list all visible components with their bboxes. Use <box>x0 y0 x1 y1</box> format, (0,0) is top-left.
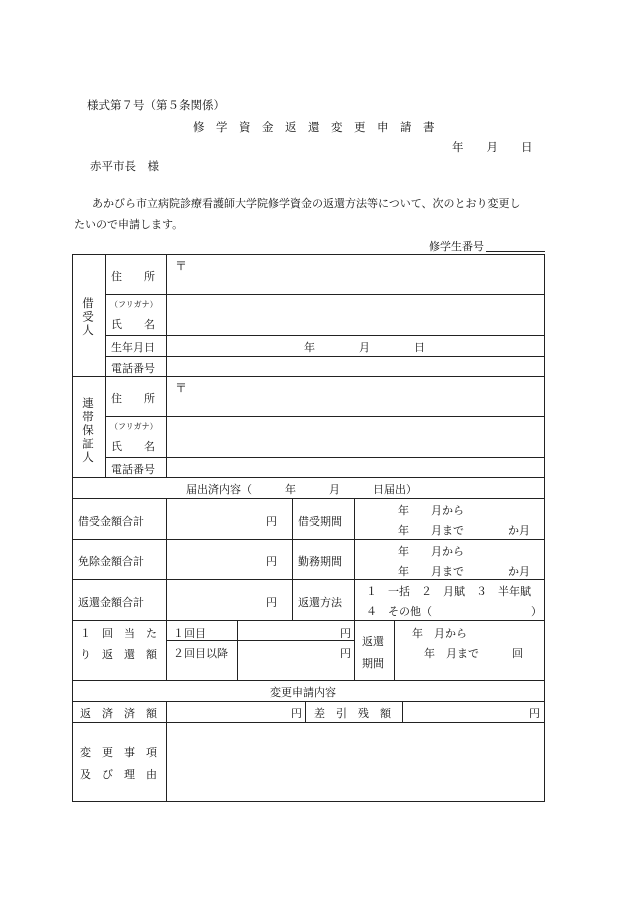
change-reason-label-line2: 及 び 理 由 <box>80 768 157 781</box>
section-line <box>72 477 545 478</box>
row-line <box>72 620 545 621</box>
col-line <box>354 498 355 620</box>
repay-method-options1[interactable]: １ 一括 ２ 月賦 ３ 半年賦 <box>366 585 531 598</box>
borrower-furigana-label: （フリガナ） <box>110 300 158 309</box>
row-line <box>72 680 545 681</box>
change-section-header: 変更申請内容 <box>270 686 336 699</box>
loan-period-to[interactable]: 年 月まで か月 <box>398 524 530 537</box>
repay-total-yen: 円 <box>266 596 277 609</box>
exempt-total-label: 免除金額合計 <box>78 555 144 568</box>
balance-yen: 円 <box>529 707 540 720</box>
borrower-address-label: 住 所 <box>111 270 155 283</box>
repay-period-from[interactable]: 年 月から <box>412 627 467 640</box>
col-line <box>237 620 238 681</box>
col-line <box>166 620 167 681</box>
later-payment-label: ２回目以降 <box>173 647 228 660</box>
row-line <box>105 416 545 417</box>
col-line <box>394 620 395 681</box>
borrower-birth-value[interactable]: 年 月 日 <box>304 341 425 354</box>
row-line <box>72 539 545 540</box>
repay-period-to[interactable]: 年 月まで 回 <box>424 647 523 660</box>
balance-label: 差 引 残 額 <box>314 707 391 720</box>
exempt-total-yen: 円 <box>266 555 277 568</box>
repaid-amount-yen: 円 <box>291 707 302 720</box>
first-payment-yen: 円 <box>340 627 351 640</box>
per-payment-label-line2: り 返 還 額 <box>80 648 157 661</box>
col-line <box>292 498 293 620</box>
document-title: 修 学 資 金 返 還 変 更 申 請 書 <box>193 120 435 134</box>
col-line <box>305 701 306 722</box>
loan-period-from[interactable]: 年 月から <box>398 504 464 517</box>
row-line <box>72 579 545 580</box>
label-divider <box>166 254 167 478</box>
col-line <box>166 498 167 620</box>
borrower-birth-label: 生年月日 <box>111 341 155 354</box>
repay-period-label-line1: 返還 <box>362 635 384 648</box>
intro-text-line1: あかびら市立病院診療看護師大学院修学資金の返還方法等について、次のとおり変更し <box>92 197 521 210</box>
section-line <box>72 376 545 377</box>
work-period-label: 勤務期間 <box>298 555 342 568</box>
date-line[interactable]: 年 月 日 <box>452 140 533 154</box>
repay-period-label-line2: 期間 <box>362 657 384 670</box>
guarantor-postal-mark: 〒 <box>175 381 188 395</box>
guarantor-phone-label: 電話番号 <box>111 463 155 476</box>
repaid-amount-label: 返 済 済 額 <box>80 707 157 720</box>
guarantor-furigana-label: （フリガナ） <box>110 422 158 431</box>
submitted-content-header: 届出済内容（ 年 月 日届出） <box>186 483 417 496</box>
row-line <box>105 335 545 336</box>
student-number-field[interactable] <box>486 251 545 252</box>
col-line <box>166 701 167 802</box>
later-payment-yen: 円 <box>340 647 351 660</box>
repay-method-options2[interactable]: ４ その他（ ） <box>366 605 542 618</box>
change-reason-field[interactable] <box>170 726 540 798</box>
loan-total-label: 借受金額合計 <box>78 515 144 528</box>
table-border-bottom <box>72 801 545 802</box>
col-line <box>354 620 355 681</box>
col-line <box>402 701 403 722</box>
form-number: 様式第７号（第５条関係） <box>87 98 225 112</box>
row-line <box>105 294 545 295</box>
row-line <box>72 722 545 723</box>
row-line <box>105 356 545 357</box>
table-border-top <box>72 254 545 255</box>
work-period-to[interactable]: 年 月まで か月 <box>398 565 530 578</box>
borrower-group-label: 借受人 <box>81 297 95 338</box>
group-divider <box>105 254 106 478</box>
student-number-label: 修学生番号 <box>429 240 484 253</box>
borrower-phone-label: 電話番号 <box>111 362 155 375</box>
first-payment-label: １回目 <box>173 627 206 640</box>
loan-total-yen: 円 <box>266 515 277 528</box>
guarantor-group-label: 連帯保証人 <box>81 397 95 465</box>
repay-method-label: 返還方法 <box>298 596 342 609</box>
row-line <box>105 457 545 458</box>
table-border-right <box>544 254 545 802</box>
borrower-name-label: 氏 名 <box>111 318 155 331</box>
per-payment-label-line1: １ 回 当 た <box>80 627 157 640</box>
repay-total-label: 返還金額合計 <box>78 596 144 609</box>
borrower-postal-mark: 〒 <box>175 259 188 273</box>
addressee: 赤平市長 様 <box>90 159 159 173</box>
change-reason-label-line1: 変 更 事 項 <box>80 746 157 759</box>
intro-text-line2: たいので申請します。 <box>74 218 184 231</box>
work-period-from[interactable]: 年 月から <box>398 545 464 558</box>
table-border-left <box>72 254 73 802</box>
row-line <box>72 701 545 702</box>
guarantor-name-label: 氏 名 <box>111 440 155 453</box>
loan-period-label: 借受期間 <box>298 515 342 528</box>
row-line <box>72 498 545 499</box>
guarantor-address-label: 住 所 <box>111 392 155 405</box>
